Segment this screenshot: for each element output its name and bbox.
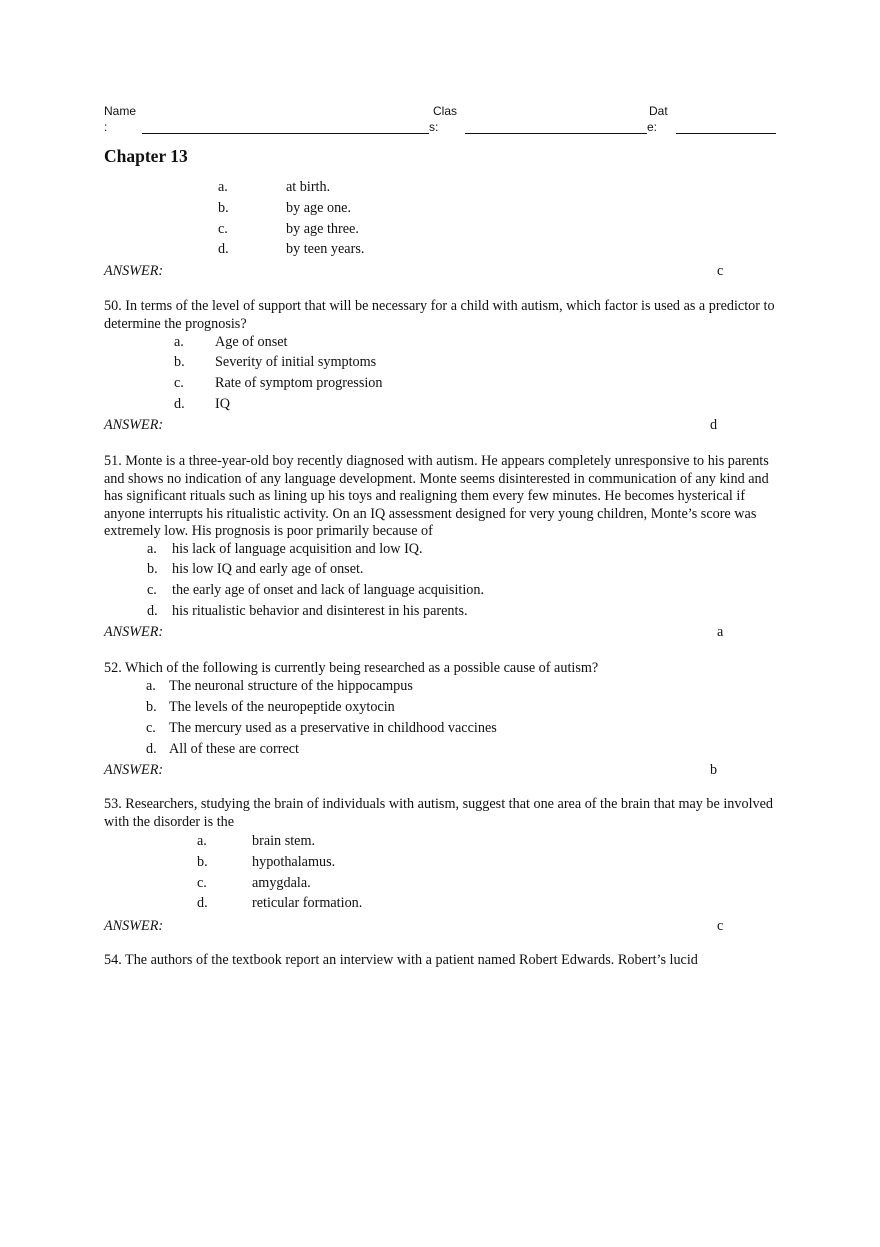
q53-option-letter: d. xyxy=(197,895,208,911)
class-label: Clas xyxy=(433,104,458,118)
q52-option-letter: c. xyxy=(146,720,156,736)
class-field-line xyxy=(465,133,647,134)
q53-option-letter: b. xyxy=(197,854,208,870)
q51-answer: a xyxy=(717,624,724,640)
q51-option-letter: d. xyxy=(147,603,158,619)
q50-option-letter: d. xyxy=(174,396,185,412)
q51-option-text: the early age of onset and lack of language acquisition. xyxy=(172,582,485,598)
q52-option-text: The neuronal structure of the hippocampus xyxy=(169,678,413,694)
class-label-suffix: s: xyxy=(429,120,439,134)
date-field-line xyxy=(676,133,776,134)
q51-option-text: his lack of language acquisition and low IQ. xyxy=(172,541,423,557)
q53-stem: 53. Researchers, studying the brain of individuals with autism, suggest that one area of the brain that may be involved with the disorder is the xyxy=(104,796,774,830)
answer-label: ANSWER: xyxy=(104,918,164,934)
q51-option-letter: b. xyxy=(147,561,158,577)
q51-stem: 51. Monte is a three-year-old boy recently diagnosed with autism. He appears completely unresponsive to his parents and shows no indication of any language development. Monte seems disinterested in communication of any kind and has significant rituals such as lining up his toys and realigning them every few minutes. He becomes hysterical if anyone interrupts his ritualistic activity. On an IQ assessment designed for very young children, Monte’s score was extremely low. His prognosis is poor primarily because of xyxy=(104,453,769,539)
q51-option-letter: c. xyxy=(147,582,157,598)
q49-option-letter: c. xyxy=(218,221,228,237)
q52-option-letter: a. xyxy=(146,678,156,694)
q50-option-text: IQ xyxy=(215,396,230,412)
q49-option-text: by age one. xyxy=(286,200,352,216)
q49-option-letter: b. xyxy=(218,200,229,216)
q49-answer: c xyxy=(717,263,724,279)
q52-answer: b xyxy=(710,762,718,778)
answer-label: ANSWER: xyxy=(104,417,164,433)
q52-stem: 52. Which of the following is currently being researched as a possible cause of autism? xyxy=(104,660,599,676)
q53-option-letter: a. xyxy=(197,833,207,849)
q52-option-letter: b. xyxy=(146,699,157,715)
name-label: Name xyxy=(104,104,137,118)
q51-option-text: his low IQ and early age of onset. xyxy=(172,561,364,577)
q49-option-text: by age three. xyxy=(286,221,359,237)
q49-option-text: by teen years. xyxy=(286,241,365,257)
chapter-title: Chapter 13 xyxy=(104,146,188,166)
q52-option-text: The levels of the neuropeptide oxytocin xyxy=(169,699,395,715)
name-label-colon: : xyxy=(104,120,108,134)
q50-option-text: Severity of initial symptoms xyxy=(215,354,377,370)
q53-answer: c xyxy=(717,918,724,934)
q53-option-letter: c. xyxy=(197,875,207,891)
name-field-line xyxy=(142,133,429,134)
q50-option-text: Age of onset xyxy=(215,334,288,350)
date-label: Dat xyxy=(649,104,668,118)
q52-option-text: All of these are correct xyxy=(169,741,299,757)
q49-option-letter: a. xyxy=(218,179,228,195)
q51-option-letter: a. xyxy=(147,541,157,557)
q50-option-letter: a. xyxy=(174,334,184,350)
q53-option-text: brain stem. xyxy=(252,833,316,849)
date-label-suffix: e: xyxy=(647,120,658,134)
q53-option-text: amygdala. xyxy=(252,875,311,891)
q50-option-letter: c. xyxy=(174,375,184,391)
answer-label: ANSWER: xyxy=(104,263,164,279)
q50-answer: d xyxy=(710,417,718,433)
q49-option-letter: d. xyxy=(218,241,229,257)
q50-option-text: Rate of symptom progression xyxy=(215,375,383,391)
q53-option-text: hypothalamus. xyxy=(252,854,336,870)
answer-label: ANSWER: xyxy=(104,762,164,778)
q52-option-letter: d. xyxy=(146,741,157,757)
q50-option-letter: b. xyxy=(174,354,185,370)
q53-option-text: reticular formation. xyxy=(252,895,363,911)
q54-stem: 54. The authors of the textbook report an interview with a patient named Robert Edwards. Robert’s lucid xyxy=(104,952,698,968)
q51-option-text: his ritualistic behavior and disinterest in his parents. xyxy=(172,603,468,619)
answer-label: ANSWER: xyxy=(104,624,164,640)
q50-stem: 50. In terms of the level of support that will be necessary for a child with autism, which factor is used as a predictor to determine the prognosis? xyxy=(104,298,775,332)
q52-option-text: The mercury used as a preservative in childhood vaccines xyxy=(169,720,497,736)
q49-option-text: at birth. xyxy=(286,179,331,195)
